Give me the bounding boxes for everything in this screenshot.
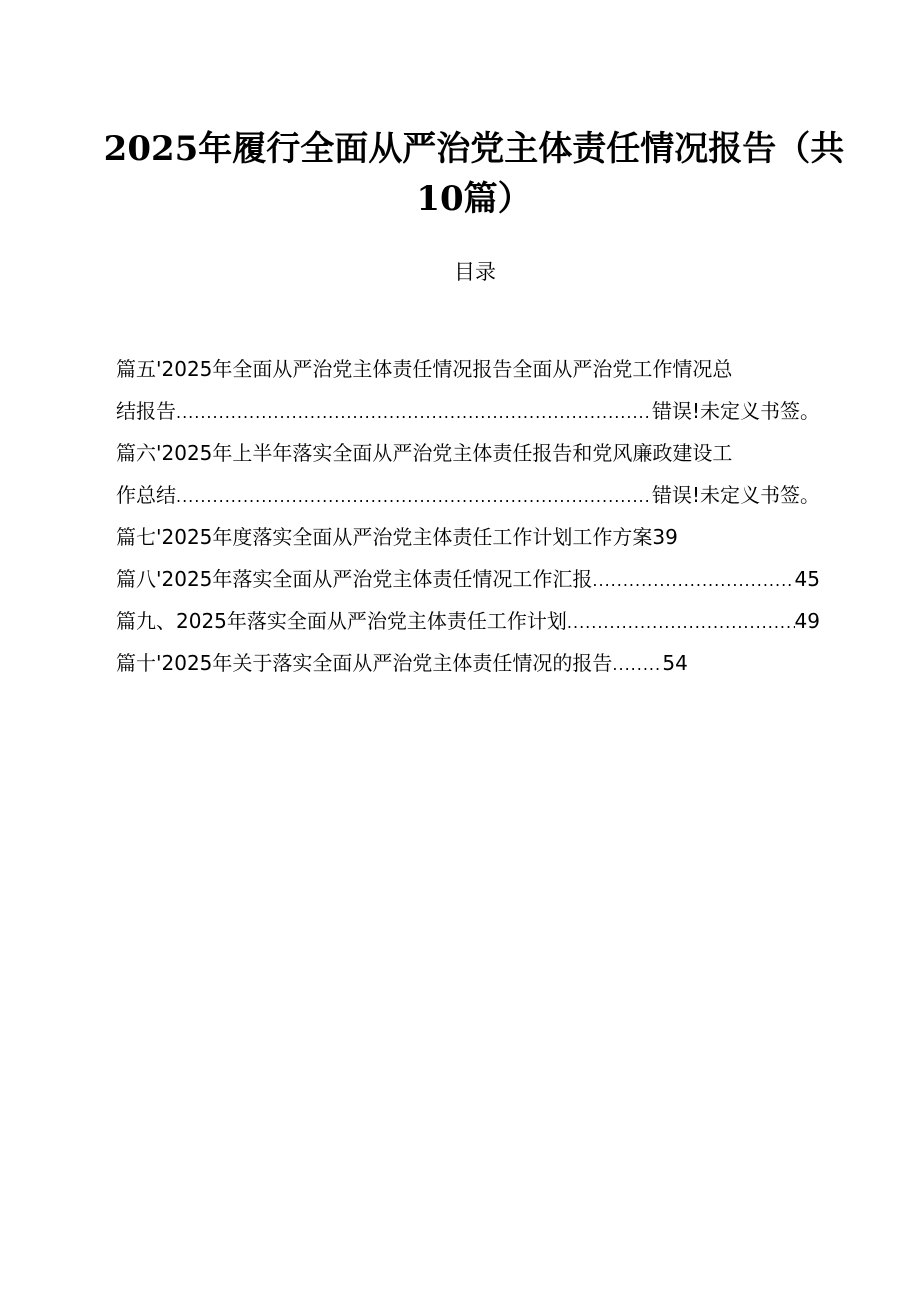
dot-leader: [612, 646, 662, 684]
title-line-1: 2025年履行全面从严治党主体责任情况报告（共: [103, 129, 845, 169]
dot-leader: [176, 394, 652, 432]
toc-entry-10[interactable]: [116, 644, 820, 686]
toc-entry-title: 篇七'2025年度落实全面从严治党主体责任工作计划工作方案: [116, 525, 653, 549]
toc-entry-5[interactable]: [116, 350, 820, 434]
toc-entry-title: 篇十'2025年关于落实全面从严治党主体责任情况的报告: [116, 651, 613, 675]
toc-entry-title: 篇六'2025年上半年落实全面从严治党主体责任报告和党风廉政建设工: [116, 441, 733, 465]
table-of-contents: [116, 350, 820, 686]
document-title: [100, 124, 848, 224]
toc-page-number: 45: [794, 567, 820, 591]
toc-entry-title-cont: 作总结: [116, 483, 176, 507]
toc-page-number: 49: [794, 609, 820, 633]
toc-page-ref: 错误!未定义书签。: [651, 483, 820, 507]
title-line-2: 10篇）: [416, 179, 532, 219]
toc-entry-title: 篇五'2025年全面从严治党主体责任情况报告全面从严治党工作情况总: [116, 357, 733, 381]
toc-entry-7[interactable]: [116, 518, 820, 560]
toc-page-ref: 错误!未定义书签。: [651, 399, 820, 423]
dot-leader: [176, 478, 652, 516]
toc-entry-title: 篇九、2025年落实全面从严治党主体责任工作计划: [116, 609, 567, 633]
toc-page-number: 54: [662, 651, 688, 675]
toc-entry-title-cont: 结报告: [116, 399, 176, 423]
dot-leader: [567, 604, 795, 642]
toc-entry-title: 篇八'2025年落实全面从严治党主体责任情况工作汇报: [116, 567, 593, 591]
toc-page-number: 39: [652, 525, 678, 549]
toc-entry-9[interactable]: [116, 602, 820, 644]
toc-heading: 目录: [454, 260, 496, 284]
toc-entry-8[interactable]: [116, 560, 820, 602]
dot-leader: [592, 562, 794, 600]
toc-entry-6[interactable]: [116, 434, 820, 518]
